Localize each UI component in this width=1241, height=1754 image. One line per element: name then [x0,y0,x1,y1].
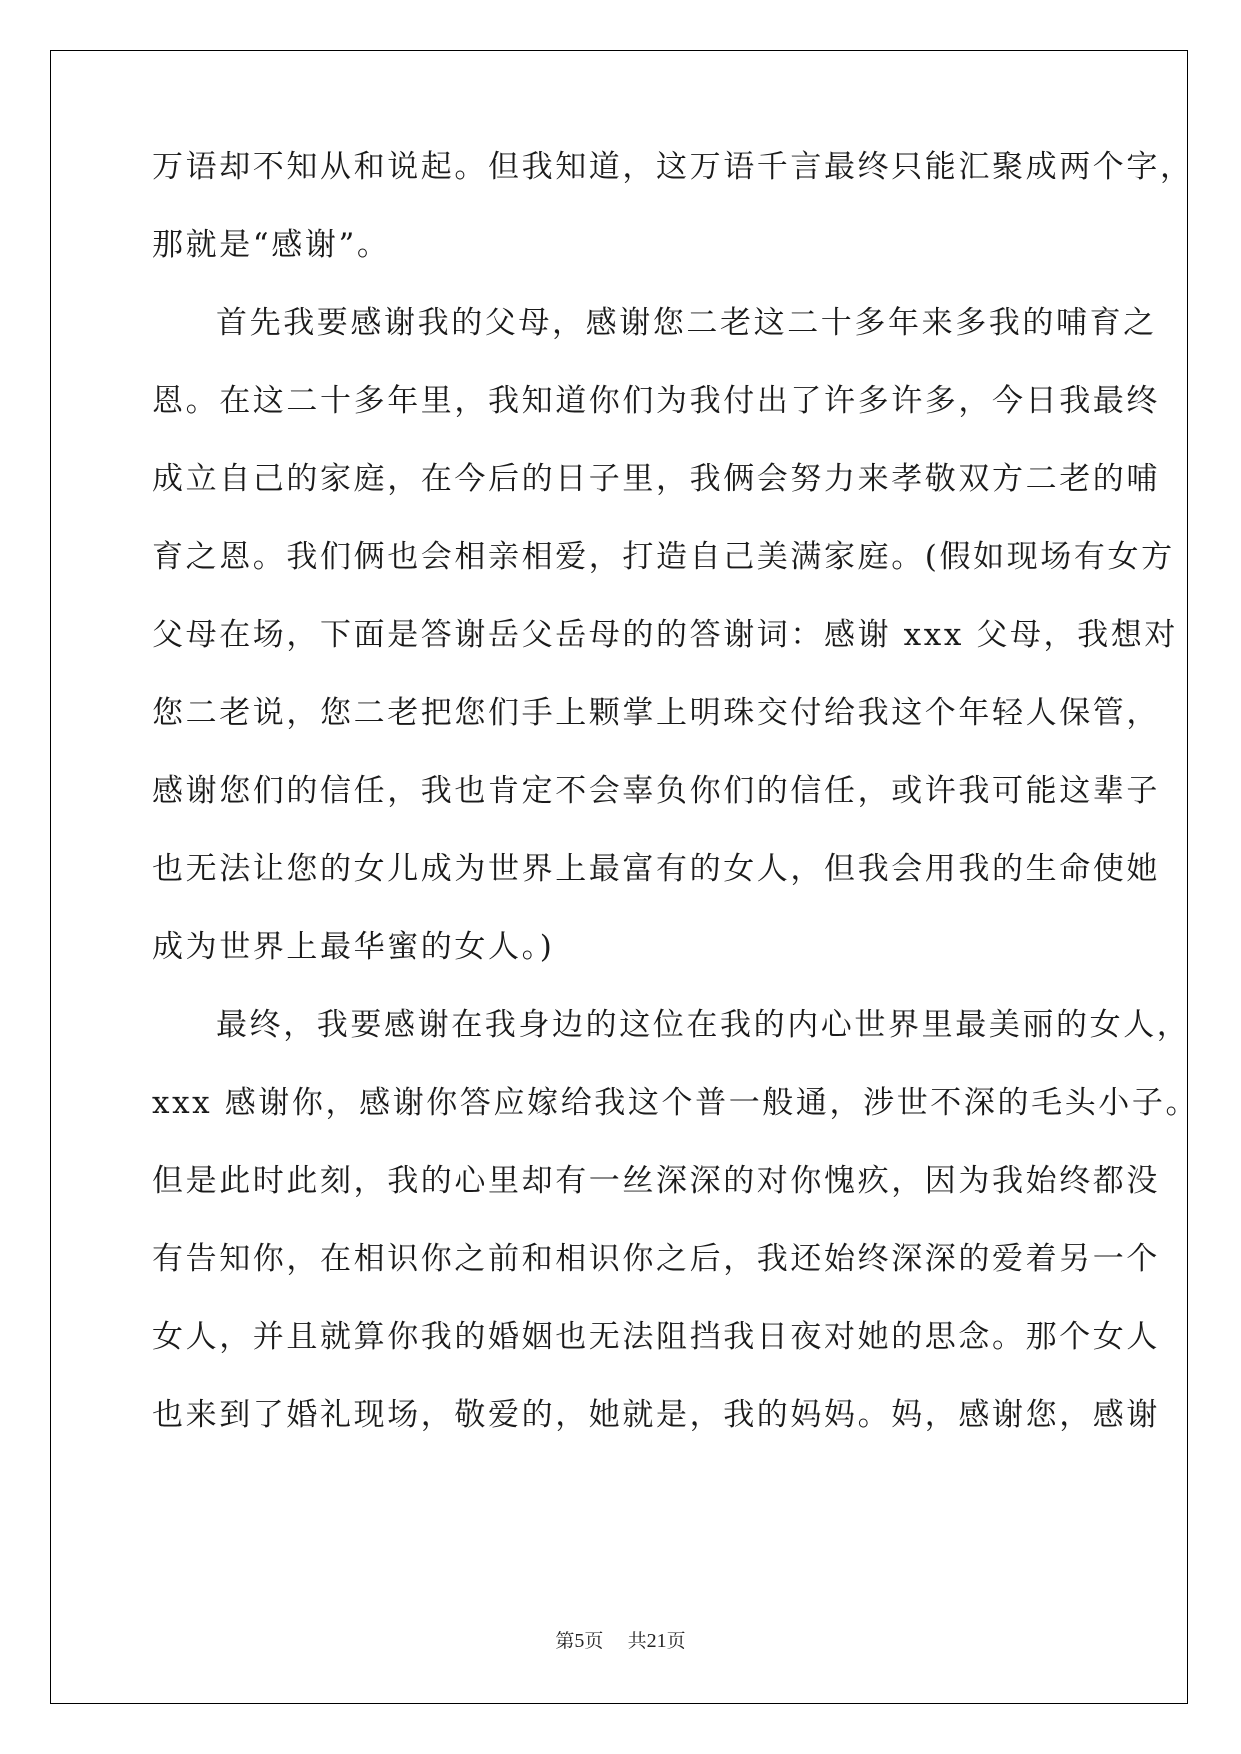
text-line: 有告知你，在相识你之前和相识你之后，我还始终深深的爱着另一个 [152,1241,1160,1277]
paragraph-first-line: 最终，我要感谢在我身边的这位在我的内心世界里最美丽的女人， [216,1007,1191,1043]
text-line: 成立自己的家庭，在今后的日子里，我俩会努力来孝敬双方二老的哺 [152,461,1160,497]
paragraph-first-line: 首先我要感谢我的父母，感谢您二老这二十多年来多我的哺育之 [216,305,1157,341]
total-pages: 21 [646,1630,667,1652]
text-line: 也来到了婚礼现场，敬爱的，她就是，我的妈妈。妈，感谢您，感谢 [152,1397,1160,1433]
text-line: 育之恩。我们俩也会相亲相爱，打造自己美满家庭。(假如现场有女方 [152,539,1175,575]
text-line: 也无法让您的女儿成为世界上最富有的女人，但我会用我的生命使她 [152,851,1160,887]
text-line: 成为世界上最华蜜的女人。) [152,929,555,965]
text-line: 父母在场，下面是答谢岳父岳母的的答谢词：感谢 xxx 父母，我想对 [152,617,1178,653]
text-line: 万语却不知从和说起。但我知道，这万语千言最终只能汇聚成两个字， [152,149,1194,185]
text-line: 恩。在这二十多年里，我知道你们为我付出了许多许多，今日我最终 [152,383,1160,419]
text-line: 女人，并且就算你我的婚姻也无法阻挡我日夜对她的思念。那个女人 [152,1319,1160,1355]
text-line: 那就是“感谢”。 [152,227,391,263]
text-line: 感谢您们的信任，我也肯定不会辜负你们的信任，或许我可能这辈子 [152,773,1160,809]
footer-total-suffix: 页 [666,1630,686,1652]
footer-prefix: 第 [555,1630,575,1652]
footer-page-suffix: 页 [584,1630,604,1652]
text-line: 但是此时此刻，我的心里却有一丝深深的对你愧疚，因为我始终都没 [152,1163,1160,1199]
page-number: 5 [574,1630,585,1652]
footer-total-prefix: 共 [627,1630,647,1652]
text-line: xxx 感谢你，感谢你答应嫁给我这个普一般通，涉世不深的毛头小子。 [152,1085,1200,1121]
page-footer [0,1626,1241,1653]
text-line: 您二老说，您二老把您们手上颗掌上明珠交付给我这个年轻人保管， [152,695,1160,731]
